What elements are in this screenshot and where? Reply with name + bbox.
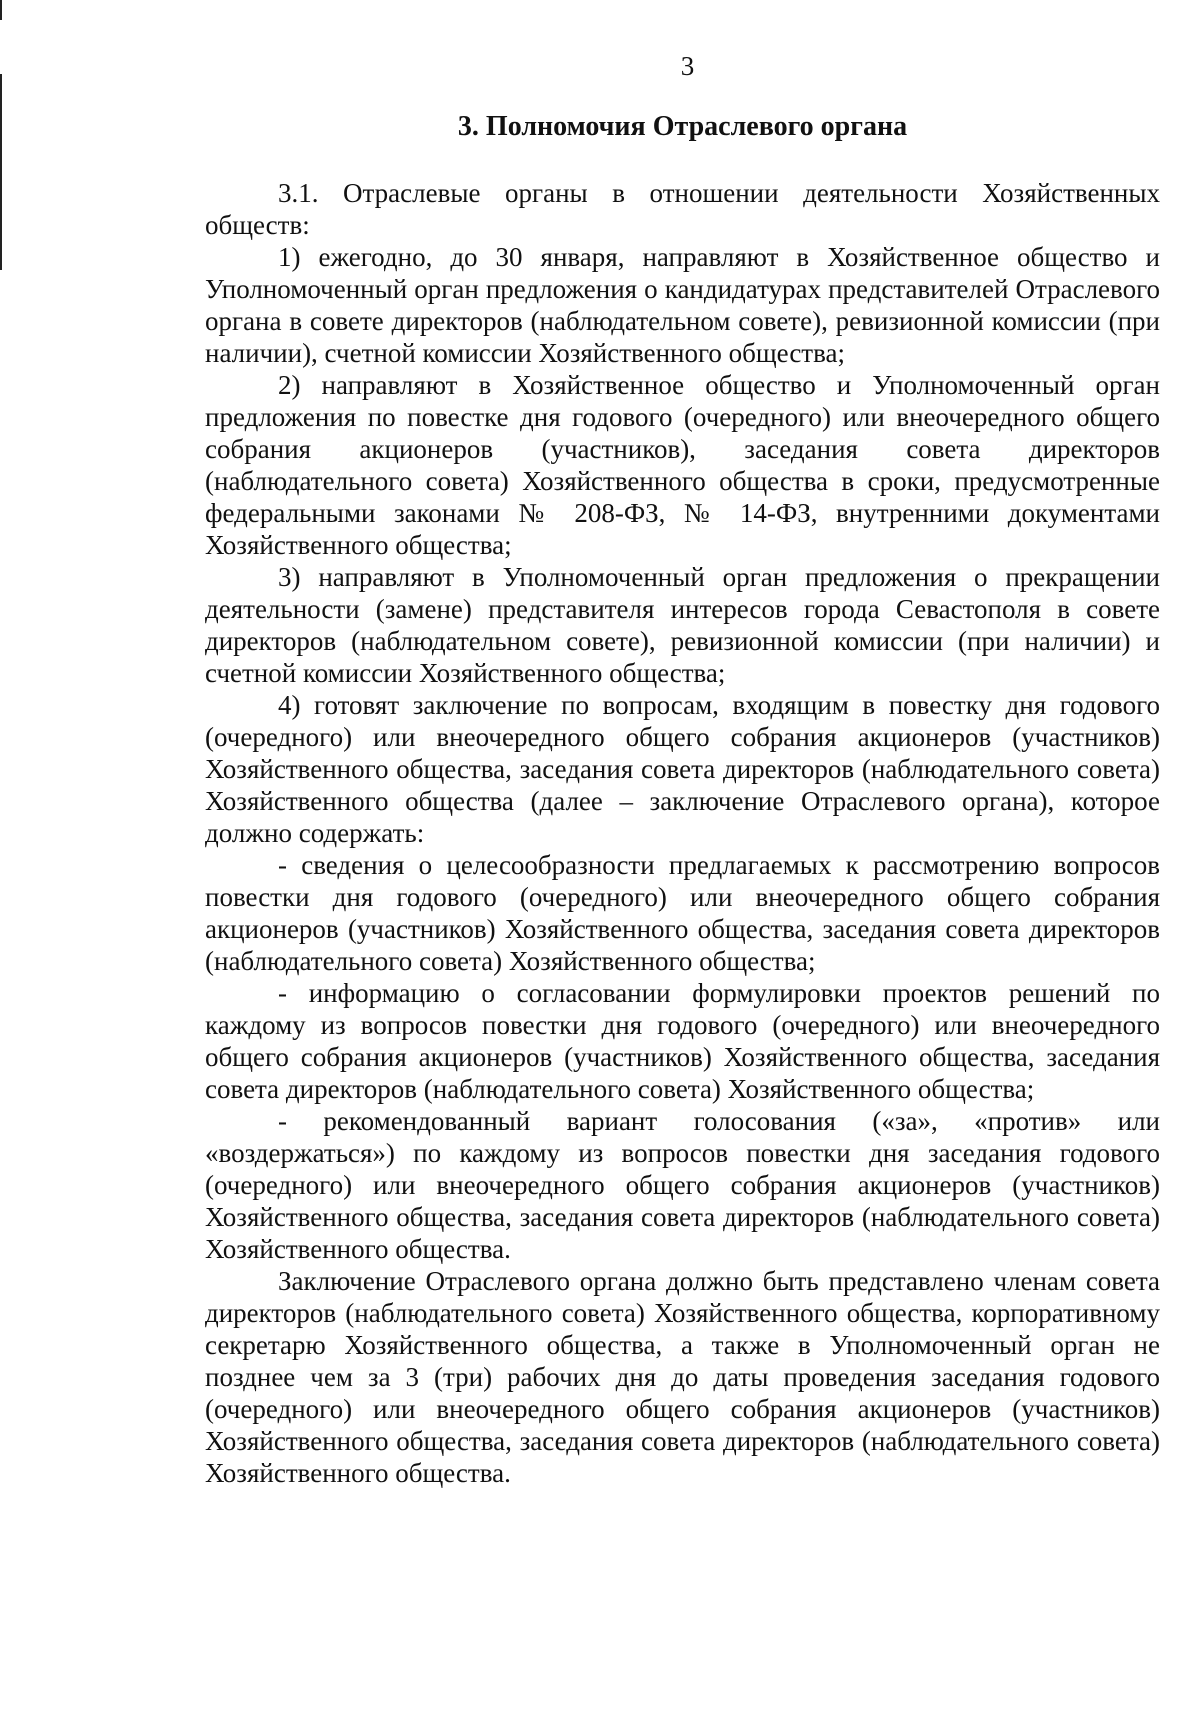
paragraph-item-3: 3) направляют в Уполномоченный орган предложения о прекращении деятельности (замене) представителя интересов города Севастополя в совете директоров (наблюдательном совете), ревизионной комиссии (при наличии) и счетной комиссии Хозяйственного общества; [205,562,1160,688]
scan-edge-mark [0,0,2,20]
paragraph-bullet-decisions: - информацию о согласовании формулировки проектов решений по каждому из вопросов повестки дня годового (очередного) или внеочередного общего собрания акционеров (участников) Хозяйственного общества, заседания совета директоров (наблюдательного совета) Хозяйственного общества; [205,978,1160,1104]
paragraph-bullet-expediency: - сведения о целесообразности предлагаемых к рассмотрению вопросов повестки дня годового (очередного) или внеочередного общего собрания акционеров (участников) Хозяйственного общества, заседания совета директоров (наблюдательного совета) Хозяйственного общества; [205,850,1160,976]
section-title: 3. Полномочия Отраслевого органа [457,111,908,142]
document-body [205,177,1160,1489]
paragraph-item-4: 4) готовят заключение по вопросам, входящим в повестку дня годового (очередного) или внеочередного общего собрания акционеров (участников) Хозяйственного общества, заседания совета директоров (наблюдательного совета) Хозяйственного общества (далее – заключение Отраслевого органа), которое должно содержать: [205,690,1160,848]
paragraph-conclusion: Заключение Отраслевого органа должно быть представлено членам совета директоров (наблюдательного совета) Хозяйственного общества, корпоративному секретарю Хозяйственного общества, а также в Уполномоченный орган не позднее чем за 3 (три) рабочих дня до даты проведения заседания годового (очередного) или внеочередного общего собрания акционеров (участников) Хозяйственного общества, заседания совета директоров (наблюдательного совета) Хозяйственного общества. [205,1266,1160,1488]
paragraph-3-1-intro: 3.1. Отраслевые органы в отношении деятельности Хозяйственных обществ: [205,178,1160,240]
scan-edge-mark [0,74,2,270]
paragraph-item-1: 1) ежегодно, до 30 января, направляют в Хозяйственное общество и Уполномоченный орган предложения о кандидатурах представителей Отраслевого органа в совете директоров (наблюдательном совете), ревизионной комиссии (при наличии), счетной комиссии Хозяйственного общества; [205,242,1160,368]
paragraph-item-2: 2) направляют в Хозяйственное общество и Уполномоченный орган предложения по повестке дня годового (очередного) или внеочередного общего собрания акционеров (участников), заседания совета директоров (наблюдательного совета) Хозяйственного общества в сроки, предусмотренные федеральными законами № 208-ФЗ, № 14-ФЗ, внутренними документами Хозяйственного общества; [205,370,1160,560]
page-number: 3 [680,51,695,81]
paragraph-bullet-voting: - рекомендованный вариант голосования («за», «против» или «воздержаться») по каждому из вопросов повестки дня заседания годового (очередного) или внеочередного общего собрания акционеров (участников) Хозяйственного общества, заседания совета директоров (наблюдательного совета) Хозяйственного общества. [205,1106,1160,1264]
